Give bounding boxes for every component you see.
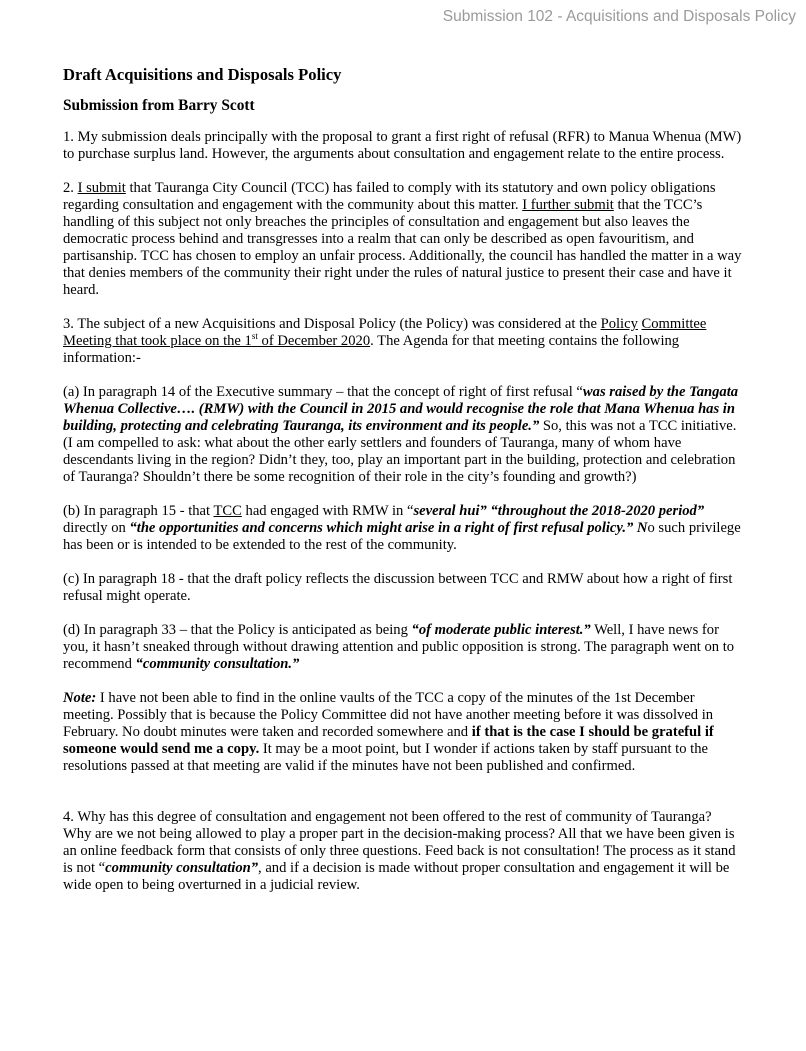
note-paragraph: Note: I have not been able to find in the online vaults of the TCC a copy of the minutes of the 1st December meeting. Possibly that is because the Policy Committee did not have another meeting before it was dissolved in February. No doubt minutes were taken and recorded somewhere and if that is the case I should be grateful if someone would send me a copy. It may be a moot point, but I wonder if actions taken by staff pursuant to the resolutions passed at that meeting are valid if the minutes have not been published and confirmed.	[63, 690, 714, 774]
underlined-text: I submit	[77, 180, 126, 196]
paragraph-c: (c) In paragraph 18 - that the draft policy reflects the discussion between TCC and RMW about how a right of first refusal might operate.	[63, 571, 733, 604]
paragraph-3: 3. The subject of a new Acquisitions and Disposal Policy (the Policy) was considered at the Policy Committee Meeting that took place on the 1st of December 2020. The Agenda for that meeting contains the following information:-	[63, 316, 707, 366]
quoted-text: community consultation”	[105, 860, 259, 876]
underlined-text: Committee Meeting that took place on the 1st of December 2020	[63, 316, 707, 349]
page-header: Submission 102 - Acquisitions and Disposals Policy	[442, 8, 796, 25]
document-body	[63, 65, 743, 911]
underlined-text: Policy	[600, 316, 638, 332]
document-title: Draft Acquisitions and Disposals Policy	[63, 65, 342, 84]
document-subtitle: Submission from Barry Scott	[63, 97, 255, 114]
quoted-text: “the opportunities and concerns which might arise in a right of first refusal policy.” N	[129, 520, 648, 536]
note-label: Note:	[63, 690, 97, 706]
underlined-text: TCC	[213, 503, 242, 519]
paragraph-4: 4. Why has this degree of consultation and engagement not been offered to the rest of community of Tauranga? Why are we not being allowed to play a proper part in the decision-making process? All that we have been given is an online feedback form that consists of only three questions. Feed back is not consultation! The process as it stand is not “community consultation”, and if a decision is made without proper consultation and engagement it will be wide open to being overturned in a judicial review.	[63, 809, 736, 893]
quoted-text: was raised by the Tangata Whenua Collective…. (RMW) with the Council in 2015 and would recognise the role that Mana Whenua has in building, protecting and celebrating Tauranga, its environment and its people.”	[63, 384, 739, 434]
underlined-text: I further submit	[522, 197, 614, 213]
quoted-text: “community consultation.”	[135, 656, 300, 672]
paragraph-1: 1. My submission deals principally with the proposal to grant a first right of refusal (RFR) to Manua Whenua (MW) to purchase surplus land. However, the arguments about consultation and engagement relate to the entire process.	[63, 129, 742, 162]
paragraph-d: (d) In paragraph 33 – that the Policy is anticipated as being “of moderate public interest.” Well, I have news for you, it hasn’t sneaked through without drawing attention and public opposition is strong. The paragraph went on to recommend “community consultation.”	[63, 622, 735, 672]
quoted-text: several hui” “throughout the 2018-2020 period”	[413, 503, 705, 519]
paragraph-a: (a) In paragraph 14 of the Executive summary – that the concept of right of first refusal “was raised by the Tangata Whenua Collective…. (RMW) with the Council in 2015 and would recognise the role that Mana Whenua has in building, protecting and celebrating Tauranga, its environment and its people.” So, this was not a TCC initiative. (I am compelled to ask: what about the other early settlers and founders of Tauranga, many of whom have descendants living in the region? Didn’t they, too, play an important part in the building, protection and celebration of Tauranga? Shouldn’t there be some recognition of their role in the city’s founding and growth?)	[63, 384, 739, 485]
paragraph-2: 2. I submit that Tauranga City Council (TCC) has failed to comply with its statutory and own policy obligations regarding consultation and engagement with the community about this matter. I further submit that the TCC’s handling of this subject not only breaches the principles of consultation and engagement but also leaves the democratic process behind and transgresses into a realm that can only be described as open favouritism, and partisanship. TCC has chosen to employ an unfair process. Additionally, the council has handled the matter in a way that denies members of the community their right under the rules of natural justice to present their case and have it heard.	[63, 180, 742, 298]
quoted-text: “of moderate public interest.”	[411, 622, 591, 638]
paragraph-b: (b) In paragraph 15 - that TCC had engaged with RMW in “several hui” “throughout the 2018-2020 period” directly on “the opportunities and concerns which might arise in a right of first refusal policy.” No such privilege has been or is intended to be extended to the rest of the community.	[63, 503, 741, 553]
bold-request: if that is the case I should be grateful if someone would send me a copy.	[63, 724, 714, 757]
